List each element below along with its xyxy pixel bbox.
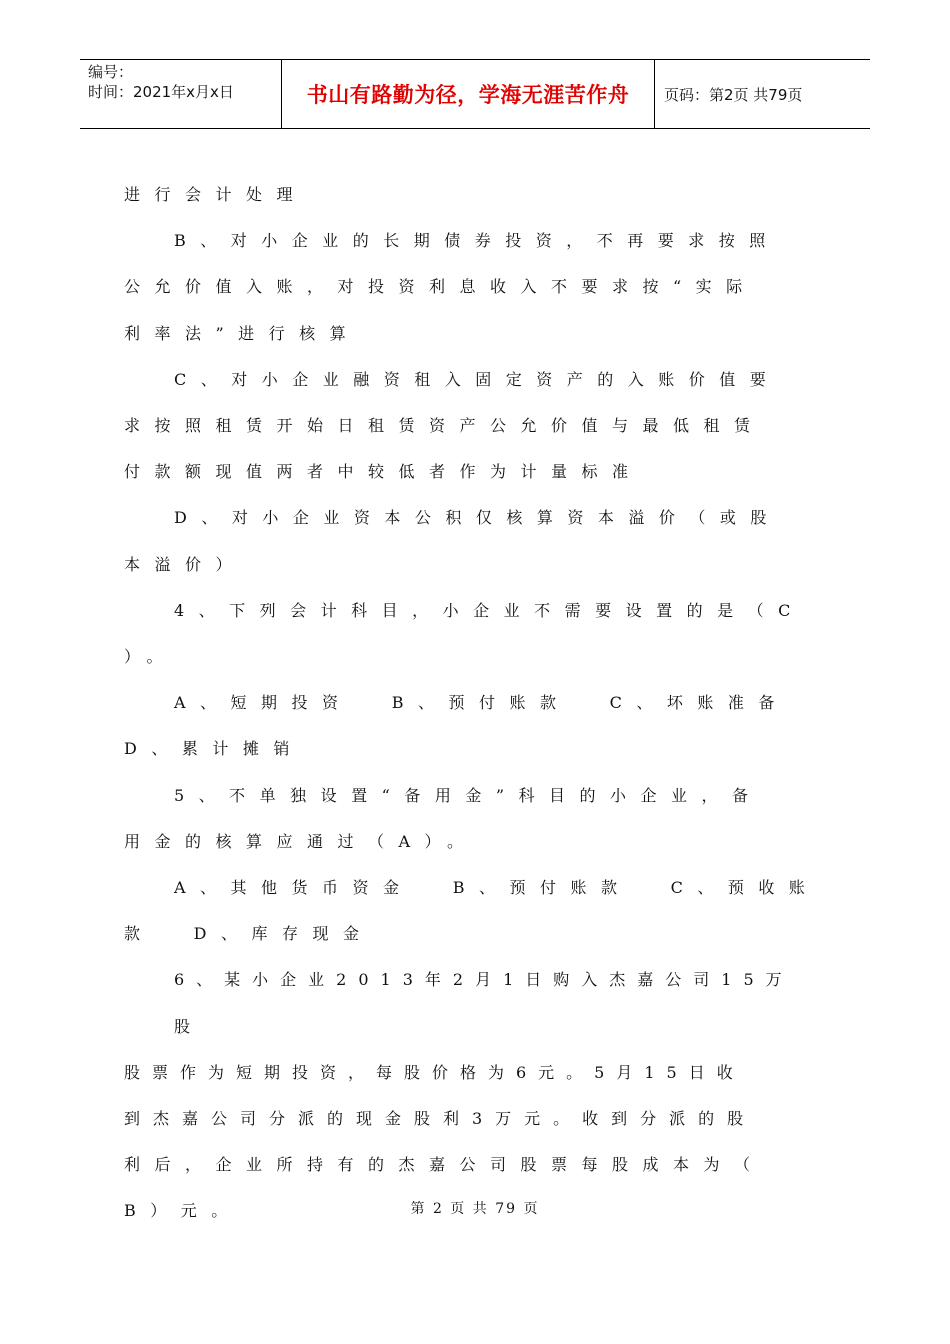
body-line: 进行会计处理 — [124, 185, 308, 204]
page-header — [80, 59, 870, 129]
question-5: 5、不单独设置“备用金”科目的小企业，备 — [174, 785, 763, 805]
body-line: 付款额现值两者中较低者作为计量标准 — [124, 462, 643, 482]
body-line: ）。 — [124, 647, 178, 667]
body-line: 公允价值入账，对投资利息收入不要求按“实际 — [124, 277, 757, 297]
option-c-line: C、对小企业融资租入固定资产的入账价值要 — [174, 369, 781, 389]
option-d-line: D、对小企业资本公积仅核算资本溢价（或股 — [174, 508, 781, 528]
body-line: 利率法”进行核算 — [124, 323, 361, 343]
question-4: 4、下列会计科目，小企业不需要设置的是（C — [174, 600, 805, 620]
header-motto: 书山有路勤为径，学海无涯苦作舟 — [306, 83, 630, 107]
body-line: 到杰嘉公司分派的现金股利3万元。收到分派的股 — [124, 1109, 757, 1129]
page-footer: 第 2 页 共 79 页 — [410, 1201, 540, 1217]
body-line: 股票作为短期投资，每股价格为6元。5月15日收 — [124, 1062, 745, 1082]
question-6: 6、某小企业2013年2月1日购入杰嘉公司15万股 — [174, 970, 794, 1036]
option-b-line: B、对小企业的长期债券投资，不再要求按照 — [174, 231, 780, 251]
body-line: 利后，企业所持有的杰嘉公司股票每股成本为（ — [124, 1155, 765, 1175]
body-line: B）元。 — [124, 1201, 242, 1221]
header-divider-right — [654, 60, 655, 128]
question-4-options: A、短期投资 B、预付账款 C、坏账准备 — [174, 693, 789, 713]
body-line: 本溢价） — [124, 554, 247, 574]
header-meta — [88, 62, 278, 102]
header-page-info: 页码：第2页 共79页 — [664, 85, 803, 104]
header-time-label: 时间：2021年x月x日 — [88, 83, 234, 101]
body-line: 用金的核算应通过（A）。 — [124, 831, 478, 851]
body-line: 求按照租赁开始日租赁资产公允价值与最低租赁 — [124, 416, 765, 436]
question-5-options: A、其他货币资金 B、预付账款 C、预收账 — [174, 878, 820, 898]
document-body — [124, 172, 820, 1235]
body-line: 款 D、库存现金 — [124, 924, 374, 944]
header-number-label: 编号： — [88, 63, 134, 81]
body-line: D、累计摊销 — [124, 739, 304, 759]
